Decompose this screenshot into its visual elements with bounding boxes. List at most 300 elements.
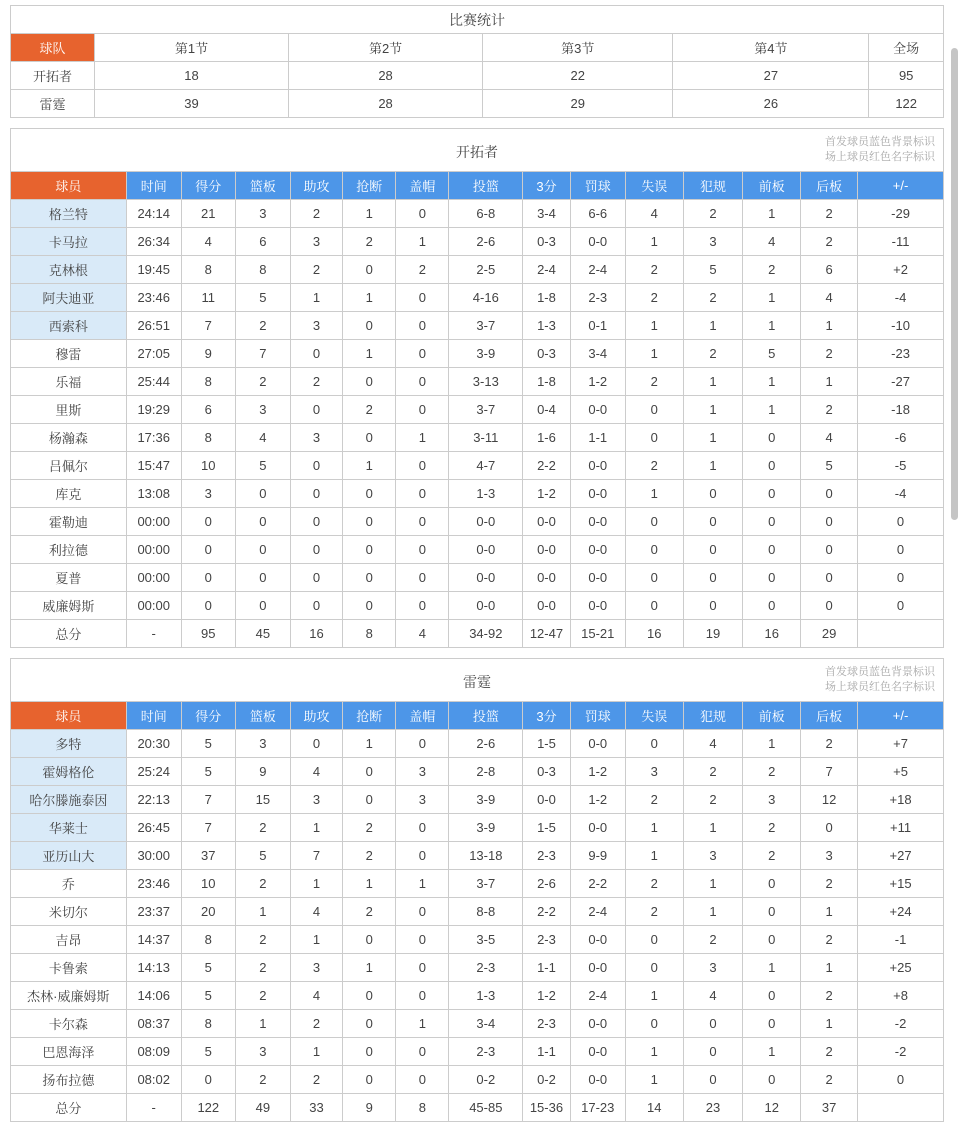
- score-cell: 29: [483, 90, 673, 118]
- player-name-cell: 卡尔森: [11, 1010, 127, 1038]
- stat-cell: -11: [858, 228, 944, 256]
- team-cards-container: [10, 128, 944, 1122]
- stat-cell: 1: [683, 452, 743, 480]
- stat-cell: 2: [625, 870, 683, 898]
- stat-cell: 7: [235, 340, 290, 368]
- stat-cell: 0: [290, 730, 342, 758]
- stat-cell: 15: [235, 786, 290, 814]
- stat-cell: 1-3: [449, 982, 523, 1010]
- stat-cell: 4: [625, 200, 683, 228]
- stat-cell: 2: [235, 870, 290, 898]
- stat-cell: 6: [181, 396, 235, 424]
- player-row: [11, 870, 944, 898]
- stat-cell: 2: [290, 256, 342, 284]
- stat-cell: 0: [343, 424, 396, 452]
- player-row: [11, 480, 944, 508]
- stat-cell: 2-6: [523, 870, 571, 898]
- player-name-cell: 克林根: [11, 256, 127, 284]
- totals-cell: 34-92: [449, 620, 523, 648]
- stat-cell: 0-0: [449, 564, 523, 592]
- stat-cell: 2-3: [449, 954, 523, 982]
- stats-header-row: [11, 172, 944, 200]
- stat-cell: 0: [683, 1038, 743, 1066]
- player-row: [11, 786, 944, 814]
- player-name-cell: 杰林·威廉姆斯: [11, 982, 127, 1010]
- stat-cell: -6: [858, 424, 944, 452]
- stat-cell: 2-3: [523, 926, 571, 954]
- score-row: [11, 90, 944, 118]
- stat-cell: 0-0: [523, 508, 571, 536]
- stat-cell: 2-2: [523, 898, 571, 926]
- stat-cell: 7: [181, 786, 235, 814]
- stat-cell: 1: [801, 898, 858, 926]
- stat-cell: 1-2: [523, 982, 571, 1010]
- stat-cell: 0-0: [523, 564, 571, 592]
- stat-cell: 3: [683, 842, 743, 870]
- stat-cell: 0: [343, 536, 396, 564]
- team-name: 雷霆: [463, 674, 491, 690]
- stat-cell: 5: [181, 758, 235, 786]
- stat-cell: 2-4: [570, 898, 625, 926]
- totals-cell: 122: [181, 1094, 235, 1122]
- stat-cell: 0-0: [449, 508, 523, 536]
- stat-cell: 2-8: [449, 758, 523, 786]
- stat-cell: 0: [396, 814, 449, 842]
- player-column-header: 球员: [11, 702, 127, 730]
- player-name-cell: 亚历山大: [11, 842, 127, 870]
- stat-cell: 0: [801, 508, 858, 536]
- stat-column-header: 后板: [801, 702, 858, 730]
- stat-cell: 2: [625, 898, 683, 926]
- stat-cell: 1: [343, 200, 396, 228]
- stat-cell: 2: [235, 1066, 290, 1094]
- stat-cell: 0: [743, 982, 801, 1010]
- quarter-column-header: 第3节: [483, 34, 673, 62]
- stat-cell: 2: [801, 982, 858, 1010]
- stat-cell: 0-0: [570, 926, 625, 954]
- stat-cell: 1: [743, 368, 801, 396]
- stat-cell: 26:51: [126, 312, 181, 340]
- stat-cell: 8: [181, 368, 235, 396]
- stat-cell: 1: [343, 870, 396, 898]
- player-stats-table: [10, 171, 944, 648]
- stat-cell: 1-2: [523, 480, 571, 508]
- stat-cell: 3-13: [449, 368, 523, 396]
- stat-cell: 25:44: [126, 368, 181, 396]
- player-row: [11, 256, 944, 284]
- stat-cell: 00:00: [126, 536, 181, 564]
- stat-cell: 3-5: [449, 926, 523, 954]
- player-row: [11, 1038, 944, 1066]
- stat-cell: 22:13: [126, 786, 181, 814]
- stat-cell: 2-3: [523, 1010, 571, 1038]
- stat-cell: -4: [858, 284, 944, 312]
- stat-cell: 6: [235, 228, 290, 256]
- stat-cell: 5: [683, 256, 743, 284]
- player-name-cell: 巴恩海泽: [11, 1038, 127, 1066]
- stat-cell: 19:29: [126, 396, 181, 424]
- stat-cell: 0: [743, 1010, 801, 1038]
- team-card-header: [11, 659, 943, 702]
- totals-cell: 45-85: [449, 1094, 523, 1122]
- stat-cell: 2: [801, 870, 858, 898]
- stat-cell: 20:30: [126, 730, 181, 758]
- stat-cell: 0-0: [523, 592, 571, 620]
- player-row: [11, 842, 944, 870]
- stat-cell: 0: [801, 480, 858, 508]
- totals-cell: 14: [625, 1094, 683, 1122]
- stat-cell: 2-4: [570, 982, 625, 1010]
- stat-cell: 3-4: [449, 1010, 523, 1038]
- scrollbar-thumb[interactable]: [951, 48, 958, 520]
- stat-cell: 08:02: [126, 1066, 181, 1094]
- stat-cell: 0: [181, 564, 235, 592]
- score-cell: 122: [869, 90, 944, 118]
- stat-cell: 1: [625, 1066, 683, 1094]
- stat-cell: 1-1: [570, 424, 625, 452]
- stat-cell: 4: [743, 228, 801, 256]
- stat-cell: -1: [858, 926, 944, 954]
- stat-cell: 4: [801, 284, 858, 312]
- stat-cell: 0: [343, 786, 396, 814]
- stat-cell: 0: [290, 452, 342, 480]
- stat-cell: 1: [290, 284, 342, 312]
- stat-cell: 11: [181, 284, 235, 312]
- stat-cell: 2: [743, 842, 801, 870]
- stat-cell: 4: [801, 424, 858, 452]
- stat-cell: +7: [858, 730, 944, 758]
- stat-cell: 4-16: [449, 284, 523, 312]
- stat-column-header: 失误: [625, 172, 683, 200]
- score-cell: 95: [869, 62, 944, 90]
- stat-cell: 0: [743, 536, 801, 564]
- stat-cell: 9: [181, 340, 235, 368]
- legend-oncourt-note: 场上球员红色名字标识: [825, 151, 935, 163]
- stat-cell: 0: [343, 564, 396, 592]
- stat-cell: 1-8: [523, 368, 571, 396]
- player-row: [11, 730, 944, 758]
- stat-column-header: 罚球: [570, 172, 625, 200]
- stat-cell: 2: [743, 758, 801, 786]
- stat-cell: 2: [343, 814, 396, 842]
- player-name-cell: 多特: [11, 730, 127, 758]
- stat-cell: 0: [396, 340, 449, 368]
- stat-cell: +24: [858, 898, 944, 926]
- stat-column-header: 抢断: [343, 172, 396, 200]
- stat-cell: 1: [683, 814, 743, 842]
- player-name-cell: 霍勒迪: [11, 508, 127, 536]
- stat-cell: 2: [235, 814, 290, 842]
- stat-cell: 2: [290, 1010, 342, 1038]
- stat-cell: 0-0: [570, 452, 625, 480]
- stat-cell: 2: [801, 1038, 858, 1066]
- stat-column-header: 后板: [801, 172, 858, 200]
- legend-starter-note: 首发球员蓝色背景标识: [825, 666, 935, 678]
- stat-cell: 0: [858, 592, 944, 620]
- stat-cell: 14:06: [126, 982, 181, 1010]
- stat-cell: 2: [343, 228, 396, 256]
- stat-cell: 0: [290, 396, 342, 424]
- stat-cell: 0: [396, 954, 449, 982]
- stat-cell: 0: [290, 536, 342, 564]
- stat-cell: 0: [396, 508, 449, 536]
- stat-cell: 1-1: [523, 954, 571, 982]
- stat-cell: +5: [858, 758, 944, 786]
- score-cell: 39: [94, 90, 288, 118]
- scoreboard-header-row: [11, 34, 944, 62]
- stat-cell: 0: [181, 1066, 235, 1094]
- stat-cell: 2-2: [570, 870, 625, 898]
- stat-cell: 1: [801, 368, 858, 396]
- stat-cell: 0: [625, 564, 683, 592]
- stat-cell: 1: [396, 870, 449, 898]
- stat-cell: 14:37: [126, 926, 181, 954]
- team-stats-card: [10, 128, 944, 648]
- stat-cell: 1: [343, 730, 396, 758]
- scoreboard-table: [10, 5, 944, 118]
- stat-cell: 0: [396, 396, 449, 424]
- stat-cell: 0: [343, 926, 396, 954]
- stat-cell: 4: [290, 898, 342, 926]
- stat-cell: 1: [683, 424, 743, 452]
- stat-column-header: 3分: [523, 172, 571, 200]
- stat-cell: 14:13: [126, 954, 181, 982]
- totals-cell: 4: [396, 620, 449, 648]
- stat-cell: 08:37: [126, 1010, 181, 1038]
- stat-cell: 2: [625, 284, 683, 312]
- team-column-header: 球队: [11, 34, 95, 62]
- stat-cell: 1-3: [523, 312, 571, 340]
- stat-cell: 23:46: [126, 870, 181, 898]
- stat-cell: 9-9: [570, 842, 625, 870]
- stat-column-header: 罚球: [570, 702, 625, 730]
- stat-cell: 0: [396, 898, 449, 926]
- stat-cell: 3-7: [449, 396, 523, 424]
- player-name-cell: 扬布拉德: [11, 1066, 127, 1094]
- stat-column-header: 前板: [743, 702, 801, 730]
- stat-cell: 0-3: [523, 228, 571, 256]
- score-cell: 27: [673, 62, 869, 90]
- stat-column-header: +/-: [858, 702, 944, 730]
- stat-column-header: 盖帽: [396, 702, 449, 730]
- stat-cell: 0: [396, 926, 449, 954]
- player-name-cell: 穆雷: [11, 340, 127, 368]
- stat-cell: 3: [683, 954, 743, 982]
- stat-cell: 13-18: [449, 842, 523, 870]
- stat-cell: 0: [858, 508, 944, 536]
- totals-cell: [858, 1094, 944, 1122]
- stat-cell: 0: [625, 592, 683, 620]
- stat-cell: 1: [290, 814, 342, 842]
- player-row: [11, 396, 944, 424]
- stat-cell: 2: [801, 228, 858, 256]
- stat-cell: 0: [343, 480, 396, 508]
- stat-cell: 3-9: [449, 786, 523, 814]
- stat-cell: 0-3: [523, 340, 571, 368]
- totals-cell: 33: [290, 1094, 342, 1122]
- stat-cell: 1-1: [523, 1038, 571, 1066]
- stat-cell: 2: [801, 926, 858, 954]
- player-row: [11, 898, 944, 926]
- player-row: [11, 284, 944, 312]
- stat-cell: 0-0: [570, 396, 625, 424]
- stat-cell: 2: [683, 284, 743, 312]
- stat-cell: 5: [181, 954, 235, 982]
- stat-cell: 27:05: [126, 340, 181, 368]
- stat-cell: 0: [235, 536, 290, 564]
- totals-cell: 16: [743, 620, 801, 648]
- stat-cell: 2: [235, 926, 290, 954]
- stat-cell: 0: [743, 508, 801, 536]
- stat-cell: 10: [181, 452, 235, 480]
- stat-cell: 0-0: [570, 228, 625, 256]
- stat-cell: -29: [858, 200, 944, 228]
- stat-cell: 0: [683, 592, 743, 620]
- stat-cell: 2: [801, 730, 858, 758]
- stat-cell: 1: [235, 898, 290, 926]
- player-name-cell: 夏普: [11, 564, 127, 592]
- team-name-cell: 雷霆: [11, 90, 95, 118]
- stat-cell: 7: [181, 312, 235, 340]
- stat-cell: 2-6: [449, 730, 523, 758]
- score-cell: 28: [289, 62, 483, 90]
- stat-cell: 8: [181, 926, 235, 954]
- totals-cell: [858, 620, 944, 648]
- stat-cell: 0: [396, 200, 449, 228]
- stat-cell: 2: [683, 926, 743, 954]
- stat-column-header: 得分: [181, 172, 235, 200]
- player-name-cell: 吉昂: [11, 926, 127, 954]
- totals-cell: 12-47: [523, 620, 571, 648]
- stat-cell: 2: [801, 396, 858, 424]
- stat-cell: 1: [290, 870, 342, 898]
- stat-cell: 0: [743, 898, 801, 926]
- stat-cell: 1: [683, 312, 743, 340]
- stat-cell: 0-0: [449, 592, 523, 620]
- stat-cell: 5: [743, 340, 801, 368]
- stat-cell: 0: [343, 312, 396, 340]
- player-name-cell: 利拉德: [11, 536, 127, 564]
- stat-cell: 3-4: [570, 340, 625, 368]
- stat-cell: 0: [396, 842, 449, 870]
- stat-cell: 24:14: [126, 200, 181, 228]
- stat-cell: -2: [858, 1010, 944, 1038]
- stat-column-header: 盖帽: [396, 172, 449, 200]
- stat-cell: 3-9: [449, 814, 523, 842]
- stat-cell: 0: [290, 592, 342, 620]
- stat-cell: 0: [396, 480, 449, 508]
- stat-cell: 8: [235, 256, 290, 284]
- stat-cell: 0: [396, 284, 449, 312]
- player-row: [11, 954, 944, 982]
- legend-notes: [825, 665, 935, 695]
- stat-cell: 2: [625, 452, 683, 480]
- stat-cell: 0: [396, 536, 449, 564]
- stat-cell: 2: [625, 368, 683, 396]
- stat-cell: 0: [625, 396, 683, 424]
- stat-cell: 3: [235, 200, 290, 228]
- player-row: [11, 340, 944, 368]
- stat-cell: 2: [235, 312, 290, 340]
- stat-cell: 2: [743, 814, 801, 842]
- stat-cell: 2: [290, 1066, 342, 1094]
- player-name-cell: 乔: [11, 870, 127, 898]
- totals-cell: 19: [683, 620, 743, 648]
- stat-cell: 7: [181, 814, 235, 842]
- stat-column-header: 助攻: [290, 702, 342, 730]
- score-cell: 18: [94, 62, 288, 90]
- stat-cell: 1: [625, 1038, 683, 1066]
- stat-cell: 17:36: [126, 424, 181, 452]
- stat-cell: 2: [683, 200, 743, 228]
- stat-cell: 0: [396, 564, 449, 592]
- stat-cell: +18: [858, 786, 944, 814]
- stat-cell: 0: [743, 592, 801, 620]
- stat-cell: 0: [743, 480, 801, 508]
- stat-column-header: 3分: [523, 702, 571, 730]
- stat-cell: 25:24: [126, 758, 181, 786]
- totals-row: [11, 1094, 944, 1122]
- stat-cell: 3: [290, 954, 342, 982]
- stat-cell: 1: [396, 1010, 449, 1038]
- stat-cell: 0: [343, 982, 396, 1010]
- stat-cell: 5: [235, 452, 290, 480]
- stat-cell: 0: [396, 982, 449, 1010]
- stat-cell: 0-0: [570, 1010, 625, 1038]
- player-row: [11, 508, 944, 536]
- stat-cell: 5: [235, 284, 290, 312]
- stat-cell: 0-0: [523, 536, 571, 564]
- player-row: [11, 200, 944, 228]
- stat-cell: 0: [625, 730, 683, 758]
- totals-cell: 12: [743, 1094, 801, 1122]
- stat-cell: 1: [743, 954, 801, 982]
- quarter-column-header: 第4节: [673, 34, 869, 62]
- stat-cell: +15: [858, 870, 944, 898]
- stat-cell: 2: [235, 368, 290, 396]
- stat-cell: 0-2: [449, 1066, 523, 1094]
- stat-cell: 2-3: [570, 284, 625, 312]
- legend-starter-note: 首发球员蓝色背景标识: [825, 136, 935, 148]
- stat-cell: 0: [181, 592, 235, 620]
- stat-cell: 0: [743, 564, 801, 592]
- stat-cell: 0: [625, 954, 683, 982]
- totals-cell: 45: [235, 620, 290, 648]
- stat-cell: 4: [181, 228, 235, 256]
- stat-cell: +11: [858, 814, 944, 842]
- player-name-cell: 卡鲁索: [11, 954, 127, 982]
- stat-cell: 1: [743, 730, 801, 758]
- stat-cell: 1: [396, 424, 449, 452]
- stat-cell: 3: [396, 786, 449, 814]
- player-name-cell: 威廉姆斯: [11, 592, 127, 620]
- stat-cell: 2: [343, 396, 396, 424]
- stat-cell: +8: [858, 982, 944, 1010]
- stat-cell: 2-5: [449, 256, 523, 284]
- stat-cell: 3: [683, 228, 743, 256]
- stat-cell: 1: [743, 312, 801, 340]
- stat-cell: 0: [683, 1066, 743, 1094]
- stat-cell: 3: [290, 228, 342, 256]
- stat-cell: 0: [625, 508, 683, 536]
- stat-cell: 0: [396, 368, 449, 396]
- stat-cell: 0-0: [570, 814, 625, 842]
- stat-cell: 1: [235, 1010, 290, 1038]
- stat-column-header: 投篮: [449, 172, 523, 200]
- stat-column-header: 得分: [181, 702, 235, 730]
- stat-column-header: 前板: [743, 172, 801, 200]
- stat-cell: 1: [801, 954, 858, 982]
